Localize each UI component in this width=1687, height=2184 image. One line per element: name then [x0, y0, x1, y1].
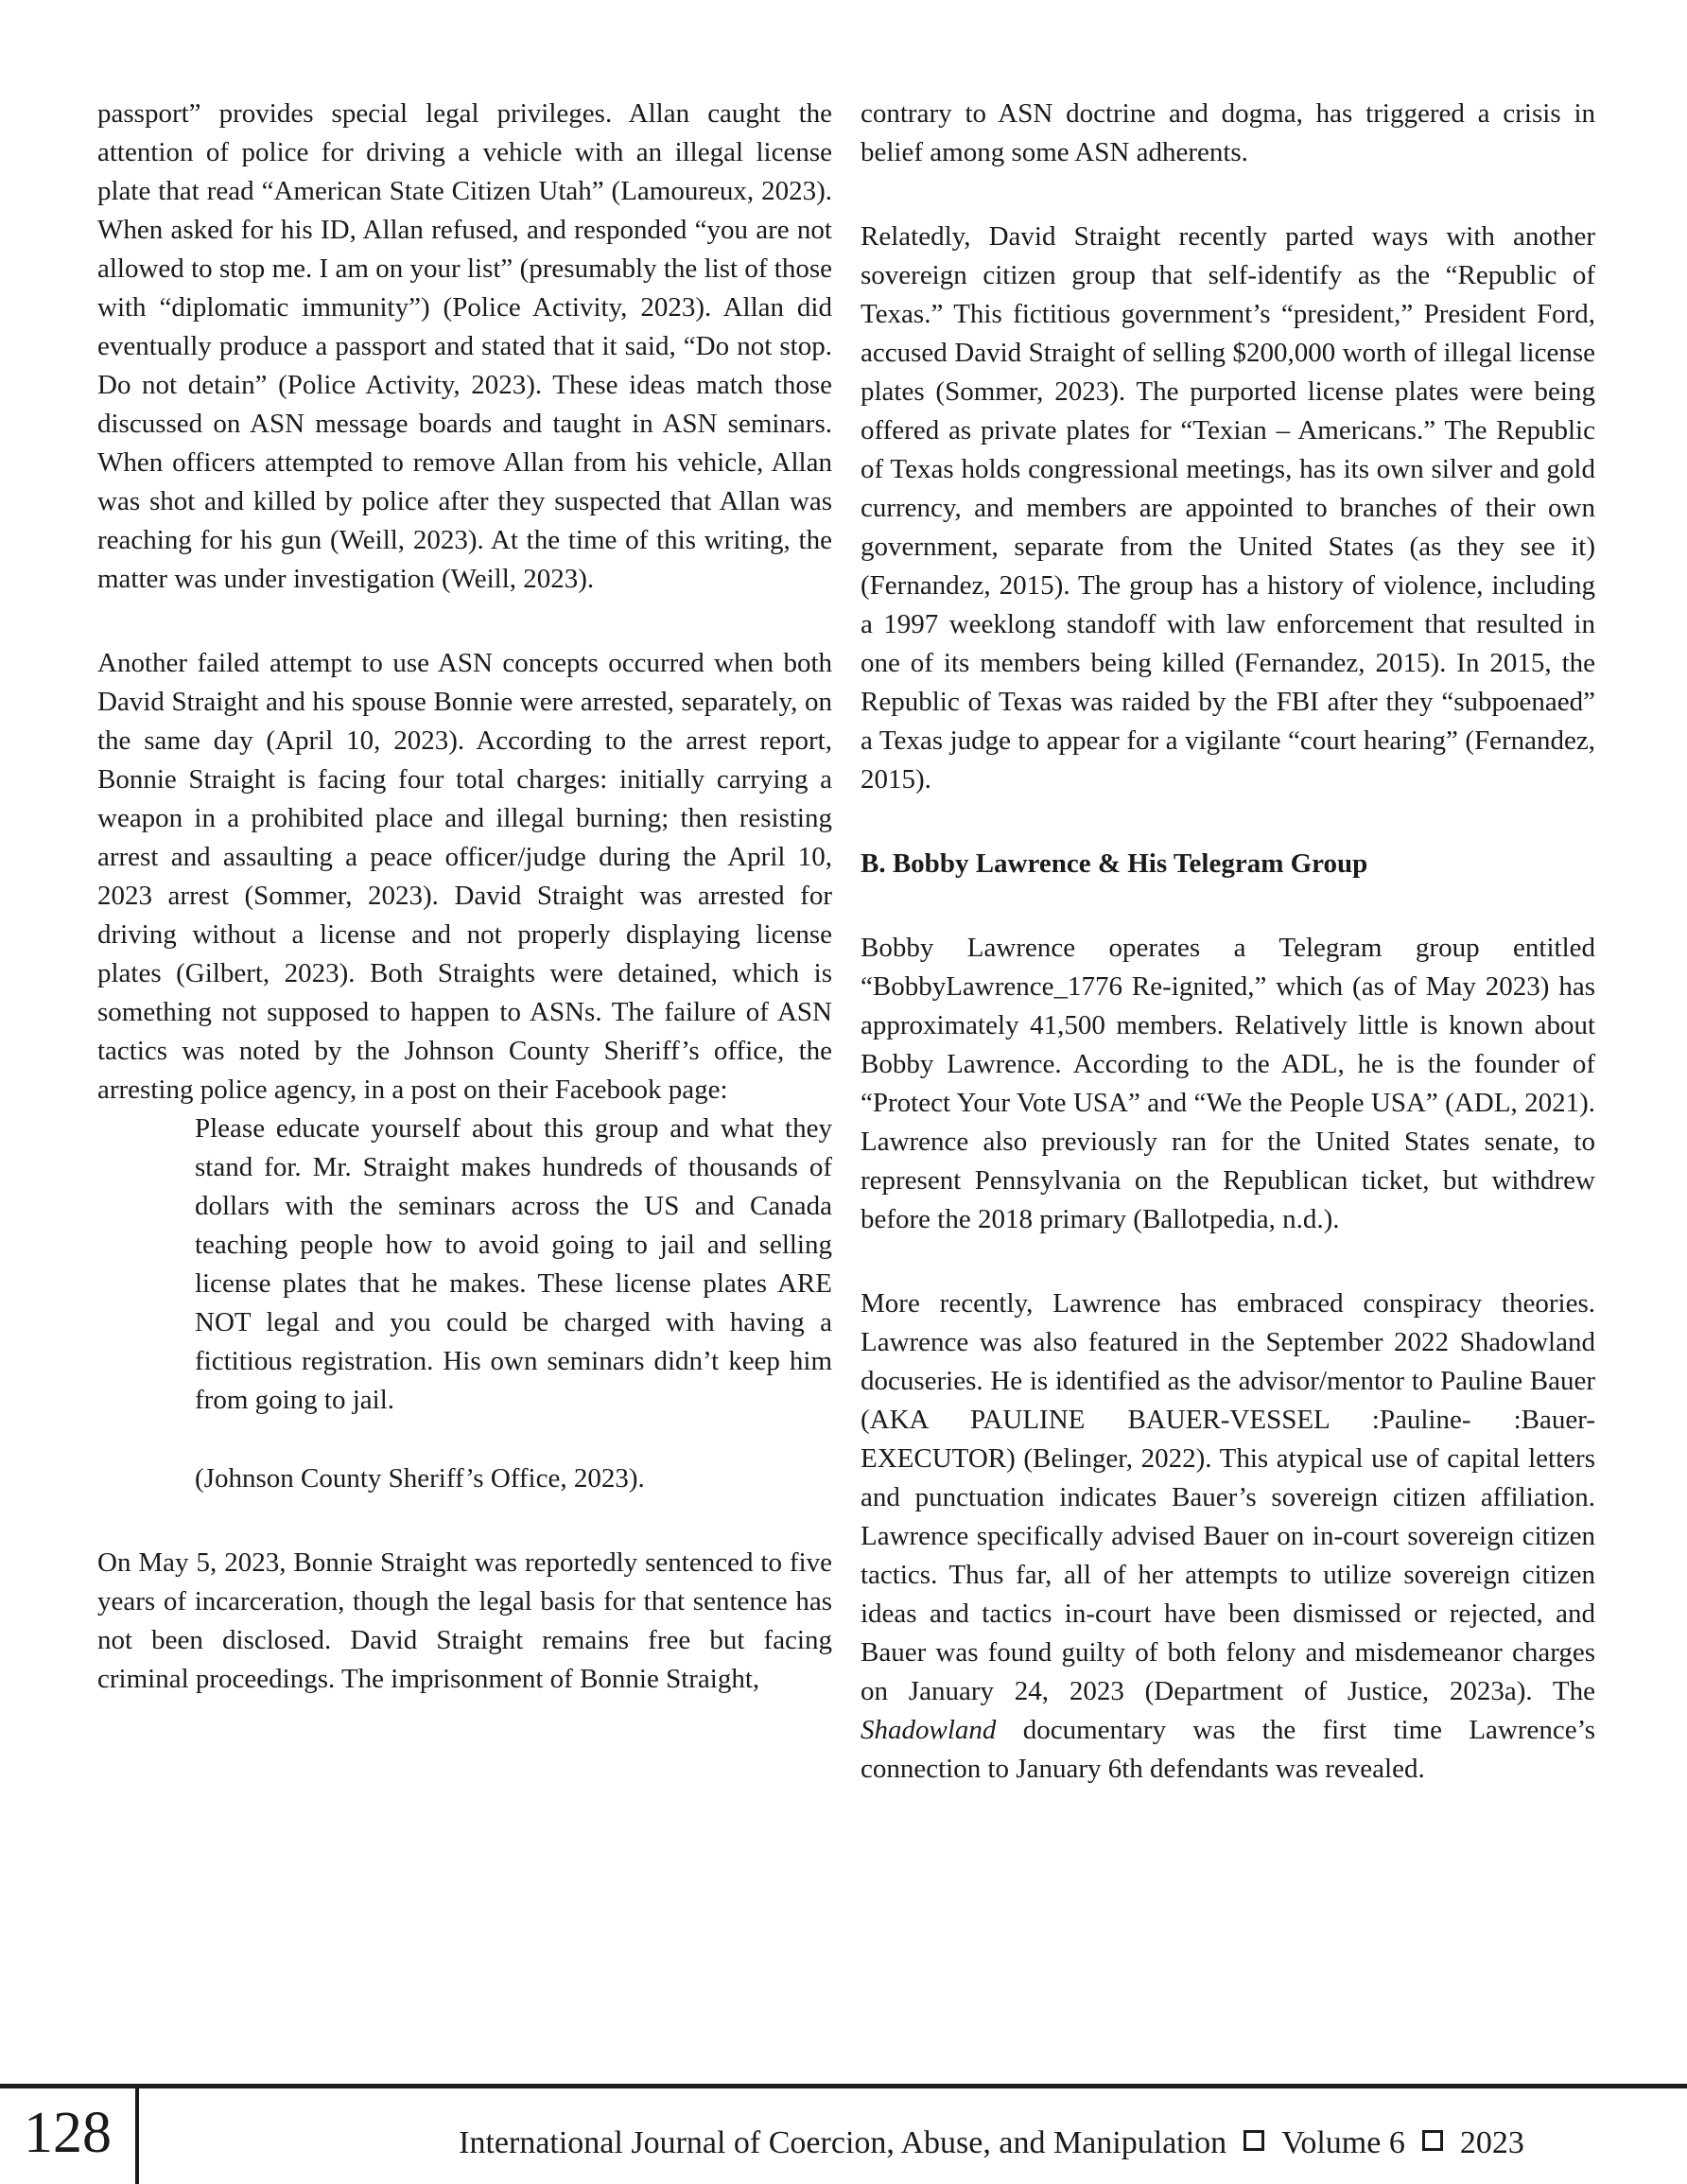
- paragraph: [861, 929, 1595, 1239]
- text-run: passport” provides special legal privileges. Allan caught the attention of police for driving a vehicle with an illegal license plate that read “American State Citizen Utah” (Lamoureux, 2023). When asked for his ID, Allan refused, and responded “you are not allowed to stop me. I am on your list” (presumably the list of those with “diplomatic immunity”) (Police Activity, 2023). Allan did eventually produce a passport and stated that it said, “Do not stop. Do not detain” (Police Activity, 2023). These ideas match those discussed on ASN message boards and taught in ASN seminars. When officers attempted to remove Allan from his vehicle, Allan was shot and killed by police after they suspected that Allan was reaching for his gun (Weill, 2023). At the time of this writing, the matter was under investigation (Weill, 2023).: [97, 98, 832, 594]
- text-run: (Johnson County Sheriff’s Office, 2023).: [195, 1463, 645, 1494]
- text-run: Relatedly, David Straight recently parted ways with another sovereign citizen group that self-identify as the “Republic of Texas.” This fictitious government’s “president,” President Ford, accused David Straight of selling $200,000 worth of illegal license plates (Sommer, 2023). The purported license plates were being offered as private plates for “Texian – Americans.” The Republic of Texas holds congressional meetings, has its own silver and gold currency, and members are appointed to branches of their own government, separate from the United States (as they see it) (Fernandez, 2015). The group has a history of violence, including a 1997 weeklong standoff with law enforcement that resulted in one of its members being killed (Fernandez, 2015). In 2015, the Republic of Texas was raided by the FBI after they “subpoenaed” a Texas judge to appear for a vigilante “court hearing” (Fernandez, 2015).: [861, 221, 1595, 795]
- text-run: On May 5, 2023, Bonnie Straight was reportedly sentenced to five years of incarceration, though the legal basis for that sentence has not been disclosed. David Straight remains free but facing criminal proceedings. The imprisonment of Bonnie Straight,: [97, 1547, 832, 1694]
- paragraph: [861, 218, 1595, 799]
- quote-attribution: [195, 1459, 832, 1498]
- italic-title: Shadowland: [861, 1715, 997, 1745]
- left-column: [97, 95, 832, 1789]
- volume-label: Volume 6: [1281, 2125, 1405, 2160]
- paragraph: [97, 95, 832, 599]
- square-separator-icon: [1244, 2130, 1264, 2151]
- two-column-body: [97, 95, 1595, 1789]
- page-number: 128: [24, 2101, 112, 2165]
- paragraph: [861, 95, 1595, 172]
- paragraph: [97, 1544, 832, 1699]
- text-run: contrary to ASN doctrine and dogma, has triggered a crisis in belief among some ASN adherents.: [861, 98, 1595, 167]
- right-column: [861, 95, 1595, 1789]
- text-run: More recently, Lawrence has embraced conspiracy theories. Lawrence was also featured in the September 2022 Shadowland docuseries. He is identified as the advisor/mentor to Pauline Bauer (AKA PAULINE BAUER-VESSEL :Pauline- :Bauer-EXECUTOR) (Belinger, 2022). This atypical use of capital letters and punctuation indicates Bauer’s sovereign citizen affiliation. Lawrence specifically advised Bauer on in-court sovereign citizen tactics. Thus far, all of her attempts to utilize sovereign citizen ideas and tactics in-court have been dismissed or rejected, and Bauer was found guilty of both felony and misdemeanor charges on January 24, 2023 (Department of Justice, 2023a). The: [861, 1288, 1595, 1706]
- paragraph: [97, 644, 832, 1109]
- square-separator-icon: [1422, 2130, 1443, 2151]
- footer-vertical-divider: [135, 2084, 139, 2184]
- section-heading: [861, 845, 1595, 883]
- journal-title: International Journal of Coercion, Abuse, and Manipulation: [459, 2125, 1227, 2160]
- text-run: Please educate yourself about this group and what they stand for. Mr. Straight makes hundreds of thousands of dollars with the seminars across the US and Canada teaching people how to avoid going to jail and selling license plates that he makes. These license plates ARE NOT legal and you could be charged with having a fictitious registration. His own seminars didn’t keep him from going to jail.: [195, 1113, 832, 1415]
- text-run: documentary was the first time Lawrence’s connection to January 6th defendants was revealed.: [861, 1715, 1595, 1784]
- text-run: Another failed attempt to use ASN concepts occurred when both David Straight and his spouse Bonnie were arrested, separately, on the same day (April 10, 2023). According to the arrest report, Bonnie Straight is facing four total charges: initially carrying a weapon in a prohibited place and illegal burning; then resisting arrest and assaulting a peace officer/judge during the April 10, 2023 arrest (Sommer, 2023). David Straight was arrested for driving without a license and not properly displaying license plates (Gilbert, 2023). Both Straights were detained, which is something not supposed to happen to ASNs. The failure of ASN tactics was noted by the Johnson County Sheriff’s office, the arresting police agency, in a post on their Facebook page:: [97, 648, 832, 1105]
- paragraph: [861, 1284, 1595, 1789]
- footer-rule: [0, 2084, 1687, 2088]
- year-label: 2023: [1459, 2125, 1524, 2160]
- footer-journal-line: [296, 2124, 1687, 2162]
- text-run: B. Bobby Lawrence & His Telegram Group: [861, 848, 1368, 879]
- block-quote: [195, 1109, 832, 1420]
- text-run: Bobby Lawrence operates a Telegram group entitled “BobbyLawrence_1776 Re-ignited,” which (as of May 2023) has approximately 41,500 members. Relatively little is known about Bobby Lawrence. According to the ADL, he is the founder of “Protect Your Vote USA” and “We the People USA” (ADL, 2021). Lawrence also previously ran for the United States senate, to represent Pennsylvania on the Republican ticket, but withdrew before the 2018 primary (Ballotpedia, n.d.).: [861, 933, 1595, 1234]
